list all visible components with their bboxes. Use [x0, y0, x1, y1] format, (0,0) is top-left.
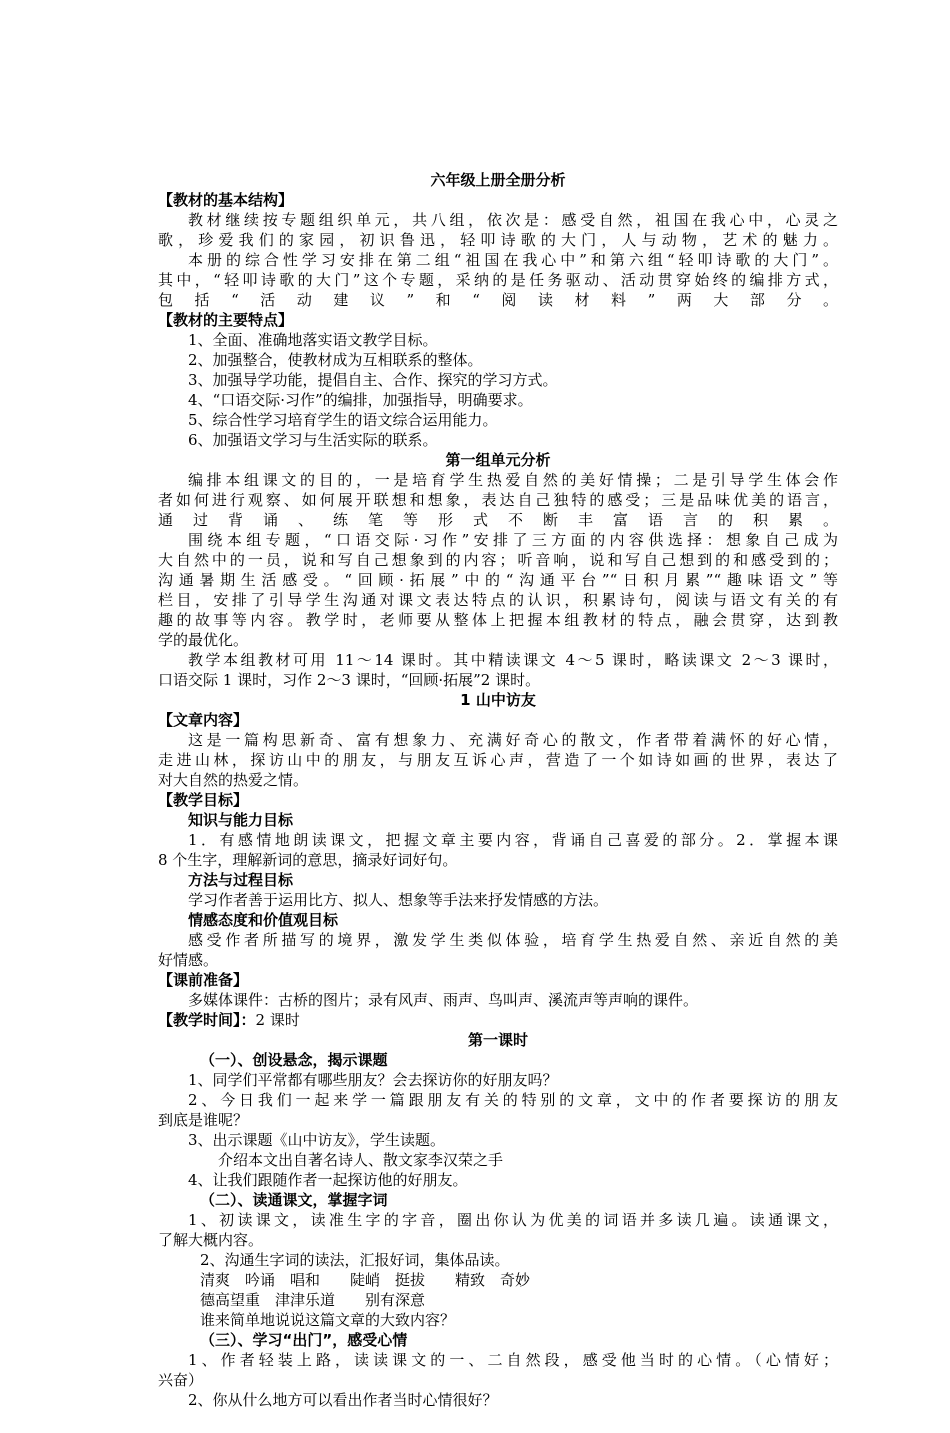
paragraph-line: 其中，“轻叩诗歌的大门”这个专题，采纳的是任务驱动、活动贯穿始终的编排方式， [158, 271, 838, 289]
list-item: 1、同学们平常都有哪些朋友？会去探访你的好朋友吗？ [188, 1071, 558, 1089]
list-item: 2、加强整合，使教材成为互相联系的整体。 [188, 351, 483, 369]
list-item: 5、综合性学习培育学生的语文综合运用能力。 [188, 411, 498, 429]
paragraph-line: 口语交际 1 课时，习作 2～3 课时，“回顾·拓展”2 课时。 [158, 671, 541, 689]
paragraph-line: 兴奋） [158, 1371, 204, 1389]
step-heading: （二）、读通课文，掌握字词 [200, 1191, 388, 1209]
document-body [158, 170, 838, 1410]
paragraph-line: 1、作者轻装上路，读读课文的一、二自然段，感受他当时的心情。（心情好； [188, 1351, 838, 1369]
paragraph-line: 走进山林，探访山中的朋友，与朋友互诉心声，营造了一个如诗如画的世界，表达了 [158, 751, 838, 769]
paragraph-line: 沟通暑期生活感受。“回顾·拓展”中的“沟通平台”“日积月累”“趣味语文”等 [158, 571, 838, 589]
teaching-time-value: 2 课时 [255, 1011, 300, 1029]
section-heading: 【文章内容】 [158, 711, 249, 729]
paragraph-line: 通过背诵、练笔等形式不断丰富语言的积累。 [158, 511, 838, 529]
paragraph-line: 到底是谁呢？ [158, 1111, 249, 1129]
list-item: 3、加强导学功能，提倡自主、合作、探究的学习方式。 [188, 371, 558, 389]
list-item: 德高望重 津津乐道 别有深意 [200, 1291, 426, 1309]
paragraph-line: 教材继续按专题组织单元，共八组，依次是：感受自然，祖国在我心中，心灵之 [188, 211, 838, 229]
paragraph-line: 编排本组课文的目的，一是培育学生热爱自然的美好情操；二是引导学生体会作 [188, 471, 838, 489]
list-item: 2、你从什么地方可以看出作者当时心情很好？ [188, 1391, 498, 1409]
section-title: 六年级上册全册分析 [430, 171, 566, 189]
sub-heading: 情感态度和价值观目标 [188, 911, 339, 929]
paragraph-line: 者如何进行观察、如何展开联想和想象，表达自己独特的感受；三是品味优美的语言， [158, 491, 838, 509]
list-item: 4、“口语交际·习作”的编排，加强指导，明确要求。 [188, 391, 533, 409]
section-heading: 【教学目标】 [158, 791, 249, 809]
paragraph-line: 这是一篇构思新奇、富有想象力、充满好奇心的散文，作者带着满怀的好心情， [188, 731, 838, 749]
section-heading: 【教材的主要特点】 [158, 311, 294, 329]
list-item: 谁来简单地说说这篇文章的大致内容？ [200, 1311, 456, 1329]
sub-heading: 方法与过程目标 [188, 871, 294, 889]
paragraph-line: 了解大概内容。 [158, 1231, 264, 1249]
paragraph-line: 1．有感情地朗读课文，把握文章主要内容，背诵自己喜爱的部分。2．掌握本课 [188, 831, 838, 849]
section-heading: 【教学时间】： [158, 1011, 256, 1029]
list-item: 3、出示课题《山中访友》，学生读题。 [188, 1131, 446, 1149]
paragraph-line: 2、今日我们一起来学一篇跟朋友有关的特别的文章，文中的作者要探访的朋友 [188, 1091, 838, 1109]
section-title: 第一组单元分析 [445, 451, 551, 469]
paragraph-line: 好情感。 [158, 951, 219, 969]
paragraph-line: 8 个生字，理解新词的意思，摘录好词好句。 [158, 851, 458, 869]
paragraph-line: 大自然中的一员，说和写自己想象到的内容；听音响，说和写自己想到的和感受到的； [158, 551, 838, 569]
list-item: 学习作者善于运用比方、拟人、想象等手法来抒发情感的方法。 [188, 891, 609, 909]
paragraph-line: 栏目，安排了引导学生沟通对课文表达特点的认识，积累诗句，阅读与语文有关的有 [158, 591, 838, 609]
section-heading: 【课前准备】 [158, 971, 249, 989]
paragraph-line: 对大自然的热爱之情。 [158, 771, 309, 789]
paragraph-line: 学的最优化。 [158, 631, 249, 649]
paragraph-line: 本册的综合性学习安排在第二组“祖国在我心中”和第六组“轻叩诗歌的大门”。 [188, 251, 838, 269]
section-title: 1 山中访友 [460, 691, 536, 709]
sub-heading: 知识与能力目标 [188, 811, 294, 829]
teaching-time-line [158, 1010, 838, 1030]
list-item: 4、让我们跟随作者一起探访他的好朋友。 [188, 1171, 468, 1189]
list-item: 介绍本文出自著名诗人、散文家李汉荣之手 [218, 1151, 504, 1169]
list-item: 清爽 吟诵 唱和 陡峭 挺拔 精致 奇妙 [200, 1271, 531, 1289]
paragraph-line: 感受作者所描写的境界，激发学生类似体验，培育学生热爱自然、亲近自然的美 [188, 931, 838, 949]
paragraph-line: 1、初读课文，读准生字的字音，圈出你认为优美的词语并多读几遍。读通课文， [188, 1211, 838, 1229]
step-heading: （一）、创设悬念，揭示课题 [200, 1051, 388, 1069]
paragraph-line: 包括“活动建议”和“阅读材料”两大部分。 [158, 291, 838, 309]
list-item: 6、加强语文学习与生活实际的联系。 [188, 431, 438, 449]
paragraph-line: 围绕本组专题，“口语交际·习作”安排了三方面的内容供选择：想象自己成为 [188, 531, 838, 549]
list-item: 1、全面、准确地落实语文教学目标。 [188, 331, 438, 349]
list-item: 2、沟通生字词的读法，汇报好词，集体品读。 [200, 1251, 510, 1269]
section-title: 第一课时 [467, 1031, 528, 1049]
section-heading: 【教材的基本结构】 [158, 191, 294, 209]
paragraph-line: 教学本组教材可用 11～14 课时。其中精读课文 4～5 课时，略读课文 2～3 课时， [188, 651, 838, 669]
paragraph-line: 歌，珍爱我们的家园，初识鲁迅，轻叩诗歌的大门，人与动物，艺术的魅力。 [158, 231, 838, 249]
list-item: 多媒体课件：古桥的图片；录有风声、雨声、鸟叫声、溪流声等声响的课件。 [188, 991, 699, 1009]
paragraph-line: 趣的故事等内容。教学时，老师要从整体上把握本组教材的特点，融会贯穿，达到教 [158, 611, 838, 629]
step-heading: （三）、学习“出门”，感受心情 [200, 1331, 408, 1349]
